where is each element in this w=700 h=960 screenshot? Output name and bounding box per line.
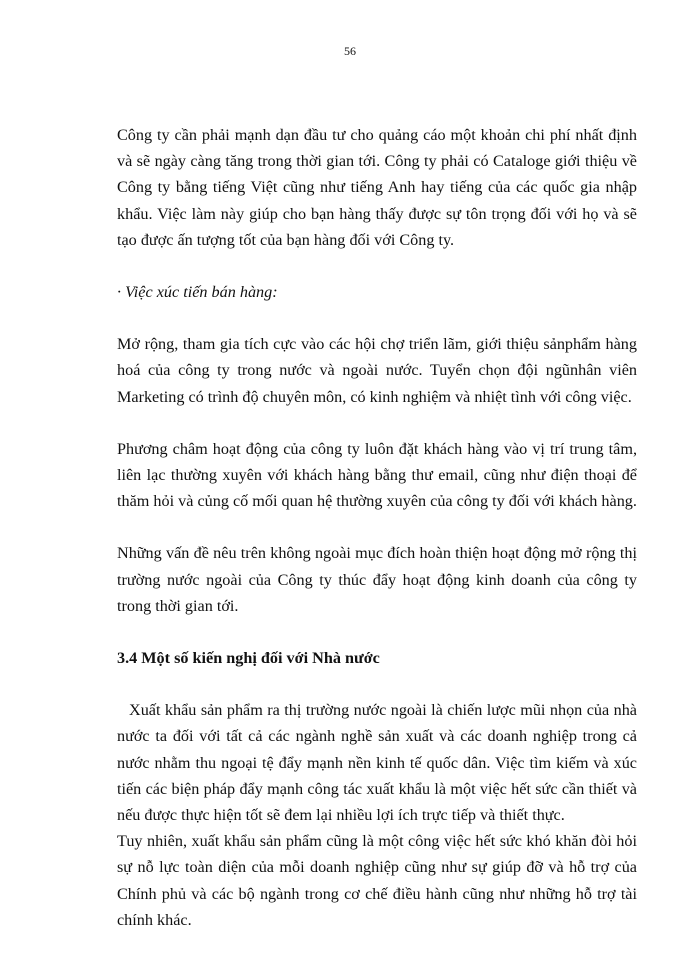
- spacer: [117, 253, 637, 279]
- spacer: [117, 619, 637, 645]
- bullet-sales-promotion: · Việc xúc tiến bán hàng:: [117, 283, 278, 302]
- paragraph-objectives: Những vấn đề nêu trên không ngoài mục đích hoàn thiện hoạt động mở rộng thị trường nước ngoài của Công ty thúc đẩy hoạt động kinh doanh của công ty trong thời gian tới.: [117, 544, 637, 615]
- page-number: 56: [344, 44, 356, 58]
- section-heading: 3.4 Một số kiến nghị đối với Nhà nước: [117, 649, 380, 668]
- spacer: [117, 514, 637, 540]
- spacer: [117, 305, 637, 331]
- document-body: [117, 122, 637, 933]
- paragraph-export-difficulties: Tuy nhiên, xuất khẩu sản phẩm cũng là một công việc hết sức khó khăn đòi hỏi sự nỗ lực toàn diện của mỗi doanh nghiệp cũng như sự giúp đỡ và hỗ trợ của Chính phủ và các bộ ngành trong cơ chế điều hành cũng như những hỗ trợ tài chính khác.: [117, 832, 637, 929]
- paragraph-trade-fairs: Mở rộng, tham gia tích cực vào các hội chợ triển lãm, giới thiệu sảnphẩm hàng hoá của công ty trong nước và ngoài nước. Tuyển chọn đội ngũnhân viên Marketing có trình độ chuyên môn, có kinh nghiệm và nhiệt tình với công việc.: [117, 335, 637, 406]
- paragraph-customer-focus: Phương châm hoạt động của công ty luôn đặt khách hàng vào vị trí trung tâm, liên lạc thường xuyên với khách hàng bằng thư email, cũng như điện thoại để thăm hỏi và củng cố mối quan hệ thường xuyên của công ty đối với khách hàng.: [117, 439, 637, 511]
- spacer: [117, 410, 637, 436]
- spacer: [117, 671, 637, 697]
- paragraph-export-strategy: Xuất khẩu sản phẩm ra thị trường nước ngoài là chiến lược mũi nhọn của nhà nước ta đối với tất cả các ngành nghề sản xuất và các doanh nghiệp trong cả nước nhằm thu ngoại tệ đẩy mạnh nền kinh tế quốc dân. Việc tìm kiếm và xúc tiến các biện pháp đẩy mạnh công tác xuất khẩu là một việc hết sức cần thiết và nếu được thực hiện tốt sẽ đem lại nhiều lợi ích trực tiếp và thiết thực.: [117, 701, 637, 825]
- paragraph-advertising: Công ty cần phải mạnh dạn đầu tư cho quảng cáo một khoản chi phí nhất định và sẽ ngày càng tăng trong thời gian tới. Công ty phải có Cataloge giới thiệu về Công ty bằng tiếng Việt cũng như tiếng Anh hay tiếng của các quốc gia nhập khẩu. Việc làm này giúp cho bạn hàng thấy được sự tôn trọng đối với họ và sẽ tạo được ấn tượng tốt của bạn hàng đối với Công ty.: [117, 126, 637, 249]
